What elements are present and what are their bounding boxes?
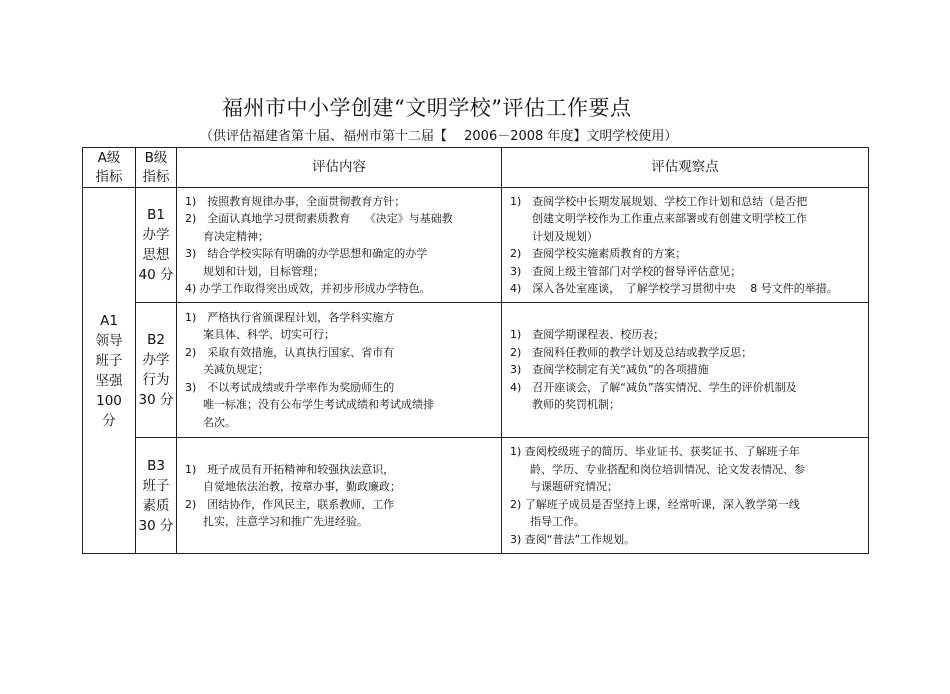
list-item: 3) 不以考试成绩或升学率作为奖励师生的 唯一标准；没有公布学生考试成绩和考试成绩排 名次。 [185,380,434,429]
header-row [83,148,869,188]
content-cell [177,303,502,438]
table-row-b1 [83,188,869,303]
list-item: 4) 办学工作取得突出成效，并初步形成办学特色。 [185,282,431,295]
b-indicator-cell: B2 办学 行为 30 分 [136,303,177,438]
list-item: 2) 查阅学校实施素质教育的方案； [510,247,687,260]
header-content: 评估内容 [177,148,502,188]
a1-indicator-cell: A1 领导 班子 坚强 100 分 [83,188,136,554]
list-item: 4) 深入各处室座谈， 了解学校学习贯彻中央 8 号文件的举措。 [510,282,838,295]
observation-cell [502,303,869,438]
list-item: 1) 班子成员有开拓精神和较强执法意识， 自觉地依法治教，按章办事，勤政廉政； [185,462,401,493]
content-cell [177,438,502,554]
observation-cell [502,188,869,303]
table-row-b3 [83,438,869,554]
evaluation-table [82,147,869,554]
list-item: 4) 召开座谈会，了解“减负”落实情况、学生的评价机制及 教师的奖罚机制； [510,380,797,412]
list-item: 3) 结合学校实际有明确的办学思想和确定的办学 规划和计划，目标管理； [185,247,428,278]
document-subtitle: （供评估福建省第十届、福州市第十二届【 2006－2008 年度】文明学校使用） [200,129,678,144]
list-item: 1) 查阅学校中长期发展规划、学校工作计划和总结（是否把 创建文明学校作为工作重点来部署或有创建文明学校工作 计划及规划） [510,194,808,243]
list-item: 3) 查阅学校制定有关“减负”的各项措施 [510,363,709,377]
list-item: 1) 查阅校级班子的简历、毕业证书、获奖证书、了解班子年 龄、学历、专业搭配和岗位培训情况、论文发表情况、参 与课题研究情况； [510,445,805,493]
header-b-level: B级 指标 [136,148,177,188]
content-cell [177,188,502,303]
table-row-b2 [83,303,869,438]
list-item: 3) 查阅上级主管部门对学校的督导评估意见； [510,264,742,278]
document-title: 福州市中小学创建“文明学校”评估工作要点 [222,96,632,120]
list-item: 1) 按照教育规律办事，全面贯彻教育方针； [185,194,406,208]
list-item: 2) 采取有效措施，认真执行国家、省市有 关减负规定； [185,345,395,377]
header-a-level: A级 指标 [83,148,136,188]
observation-cell [502,438,869,554]
list-item: 2) 全面认真地学习贯彻素质教育 《决定》与基础教 育决定精神； [185,212,453,243]
list-item: 1) 查阅学期课程表、校历表； [510,328,665,342]
b-indicator-cell: B1 办学 思想 40 分 [136,188,177,303]
list-item: 2) 查阅科任教师的教学计划及总结或教学反思； [510,345,753,359]
list-item: 3) 查阅“普法”工作规划。 [510,532,636,546]
list-item: 2) 了解班子成员是否坚持上课，经常听课，深入教学第一线 指导工作。 [510,497,800,528]
list-item: 1) 严格执行省颁课程计划，各学科实施方 案具体、科学、切实可行； [185,310,395,342]
header-observation: 评估观察点 [502,148,869,188]
list-item: 2) 团结协作，作风民主，联系教师，工作 扎实，注意学习和推广先进经验。 [185,497,395,528]
b-indicator-cell: B3 班子 素质 30 分 [136,438,177,554]
